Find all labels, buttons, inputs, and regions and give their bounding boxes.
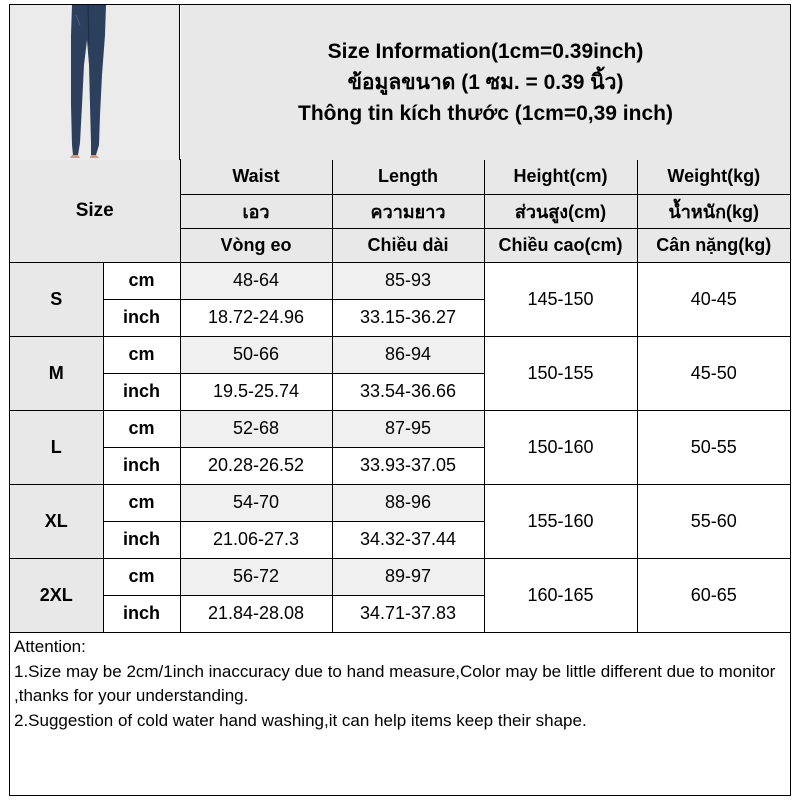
col-weight-th: น้ำหนัก(kg) [637, 194, 790, 228]
title-thai: ข้อมูลขนาด (1 ซม. = 0.39 นิ้ว) [347, 71, 624, 94]
weight-value: 40-45 [637, 262, 790, 336]
height-value: 150-160 [484, 410, 637, 484]
length-cm: 87-95 [332, 410, 484, 447]
waist-inch: 20.28-26.52 [180, 447, 332, 484]
size-table [10, 160, 790, 633]
length-cm: 86-94 [332, 336, 484, 373]
col-waist-th: เอว [180, 194, 332, 228]
size-label: M [10, 336, 103, 410]
unit-inch: inch [103, 521, 180, 558]
waist-cm: 54-70 [180, 484, 332, 521]
length-inch: 33.54-36.66 [332, 373, 484, 410]
length-cm: 85-93 [332, 262, 484, 299]
weight-value: 60-65 [637, 558, 790, 632]
unit-inch: inch [103, 447, 180, 484]
unit-inch: inch [103, 595, 180, 632]
table-row [10, 484, 790, 521]
col-length-en: Length [332, 160, 484, 194]
jeans-leggings-photo [10, 5, 180, 160]
col-height-en: Height(cm) [484, 160, 637, 194]
size-chart-sheet [9, 4, 791, 796]
size-header: Size [10, 160, 180, 262]
size-label: 2XL [10, 558, 103, 632]
attention-note-1: 1.Size may be 2cm/1inch inaccuracy due to hand measure,Color may be little different due to monitor ,thanks for your understanding. [14, 661, 776, 705]
length-inch: 34.71-37.83 [332, 595, 484, 632]
col-weight-en: Weight(kg) [637, 160, 790, 194]
weight-value: 55-60 [637, 484, 790, 558]
length-cm: 89-97 [332, 558, 484, 595]
table-row [10, 262, 790, 299]
unit-cm: cm [103, 484, 180, 521]
col-length-vi: Chiều dài [332, 228, 484, 262]
header-row-english [10, 160, 790, 194]
height-value: 160-165 [484, 558, 637, 632]
unit-inch: inch [103, 299, 180, 336]
size-label: XL [10, 484, 103, 558]
attention-note-2: 2.Suggestion of cold water hand washing,it can help items keep their shape. [14, 710, 587, 730]
waist-cm: 56-72 [180, 558, 332, 595]
size-label: L [10, 410, 103, 484]
col-height-th: ส่วนสูง(cm) [484, 194, 637, 228]
size-label: S [10, 262, 103, 336]
waist-inch: 21.84-28.08 [180, 595, 332, 632]
length-cm: 88-96 [332, 484, 484, 521]
table-row [10, 410, 790, 447]
col-length-th: ความยาว [332, 194, 484, 228]
weight-value: 50-55 [637, 410, 790, 484]
height-value: 145-150 [484, 262, 637, 336]
product-photo [10, 5, 180, 160]
attention-notes [10, 632, 790, 795]
waist-inch: 21.06-27.3 [180, 521, 332, 558]
waist-inch: 19.5-25.74 [180, 373, 332, 410]
waist-inch: 18.72-24.96 [180, 299, 332, 336]
table-row [10, 558, 790, 595]
col-waist-vi: Vòng eo [180, 228, 332, 262]
unit-cm: cm [103, 410, 180, 447]
col-weight-vi: Cân nặng(kg) [637, 228, 790, 262]
unit-cm: cm [103, 336, 180, 373]
length-inch: 33.15-36.27 [332, 299, 484, 336]
length-inch: 34.32-37.44 [332, 521, 484, 558]
height-value: 150-155 [484, 336, 637, 410]
waist-cm: 52-68 [180, 410, 332, 447]
title-vietnamese: Thông tin kích thước (1cm=0,39 inch) [298, 102, 673, 125]
header [10, 5, 790, 160]
table-row [10, 336, 790, 373]
waist-cm: 50-66 [180, 336, 332, 373]
unit-cm: cm [103, 262, 180, 299]
weight-value: 45-50 [637, 336, 790, 410]
waist-cm: 48-64 [180, 262, 332, 299]
title-block [181, 5, 790, 160]
height-value: 155-160 [484, 484, 637, 558]
attention-heading: Attention: [14, 637, 86, 656]
title-english: Size Information(1cm=0.39inch) [327, 40, 644, 63]
length-inch: 33.93-37.05 [332, 447, 484, 484]
unit-cm: cm [103, 558, 180, 595]
col-waist-en: Waist [180, 160, 332, 194]
col-height-vi: Chiều cao(cm) [484, 228, 637, 262]
unit-inch: inch [103, 373, 180, 410]
